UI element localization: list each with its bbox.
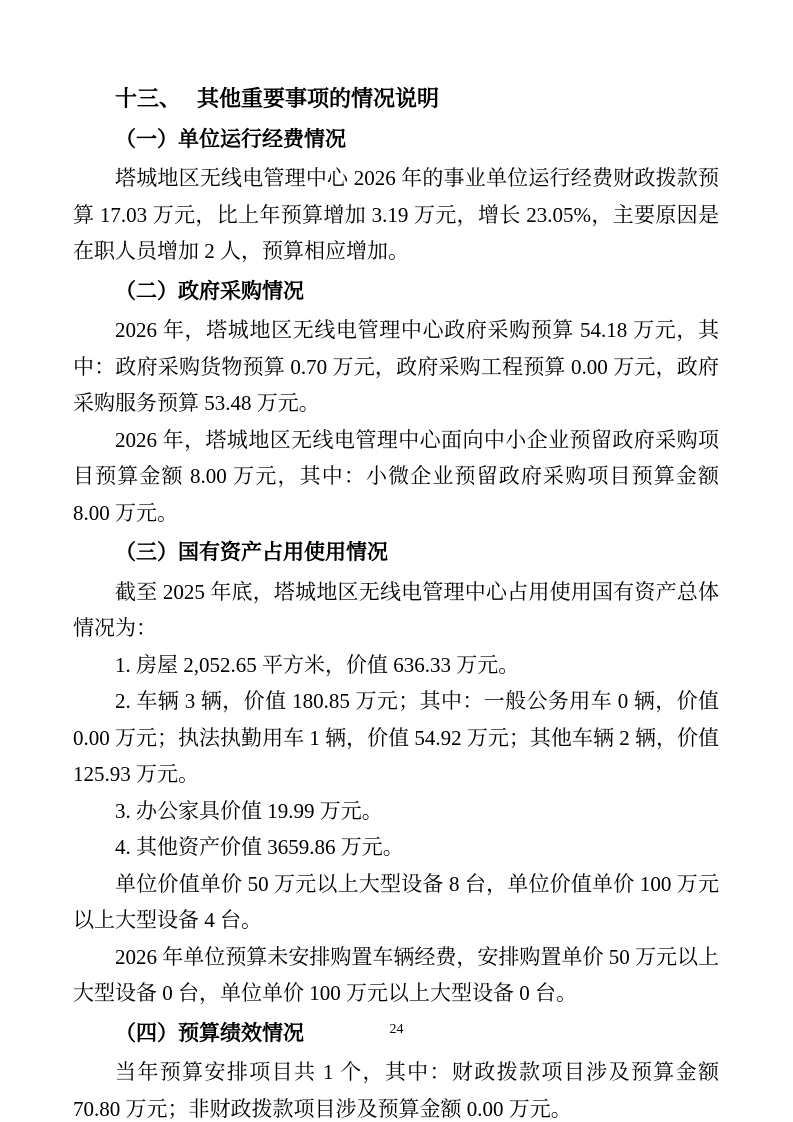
paragraph: 当年预算安排项目共 1 个，其中：财政拨款项目涉及预算金额 70.80 万元；非财政拨款项目涉及预算金额 0.00 万元。 bbox=[73, 1060, 719, 1121]
paragraph: 2026 年，塔城地区无线电管理中心面向中小企业预留政府采购项目预算金额 8.00 万元，其中：小微企业预留政府采购项目预算金额 8.00 万元。 bbox=[73, 427, 719, 525]
section-state-owned-assets bbox=[73, 534, 719, 1012]
paragraph: 单位价值单价 50 万元以上大型设备 8 台，单位价值单价 100 万元以上大型设备 4 台。 bbox=[73, 871, 719, 932]
paragraph: 截至 2025 年底，塔城地区无线电管理中心占用使用国有资产总体情况为： bbox=[73, 579, 719, 640]
section-title: （一）单位运行经费情况 bbox=[115, 126, 346, 151]
document-content bbox=[73, 81, 719, 1122]
section-unit-operating-costs bbox=[73, 121, 719, 270]
section-title: （二）政府采购情况 bbox=[115, 278, 304, 303]
paragraph: 3. 办公家具价值 19.99 万元。 bbox=[115, 798, 383, 823]
paragraph: 4. 其他资产价值 3659.86 万元。 bbox=[115, 835, 404, 859]
doc-title-number: 十三、 bbox=[115, 86, 182, 111]
doc-title bbox=[73, 81, 719, 118]
paragraph: 2026 年单位预算未安排购置车辆经费，安排购置单价 50 万元以上大型设备 0 台，单位单价 100 万元以上大型设备 0 台。 bbox=[73, 944, 719, 1005]
paragraph: 2026 年，塔城地区无线电管理中心政府采购预算 54.18 万元，其中：政府采购货物预算 0.70 万元，政府采购工程预算 0.00 万元，政府采购服务预算 53.48 万元。 bbox=[73, 318, 719, 415]
doc-title-text: 其他重要事项的情况说明 bbox=[197, 86, 440, 111]
paragraph: 1. 房屋 2,052.65 平方米，价值 636.33 万元。 bbox=[115, 652, 520, 677]
paragraph: 塔城地区无线电管理中心 2026 年的事业单位运行经费财政拨款预算 17.03 万元，比上年预算增加 3.19 万元，增长 23.05%，主要原因是在职人员增加 2 人，预算相应增加。 bbox=[73, 166, 719, 263]
section-title: （三）国有资产占用使用情况 bbox=[115, 540, 388, 564]
section-title: （四）预算绩效情况 bbox=[115, 1020, 304, 1045]
section-government-procurement bbox=[73, 273, 719, 532]
page-number: 24 bbox=[389, 1022, 404, 1037]
paragraph: 2. 车辆 3 辆，价值 180.85 万元；其中：一般公务用车 0 辆，价值 0.00 万元；执法执勤用车 1 辆，价值 54.92 万元；其他车辆 2 辆，价值 125.93 万元。 bbox=[73, 689, 719, 786]
